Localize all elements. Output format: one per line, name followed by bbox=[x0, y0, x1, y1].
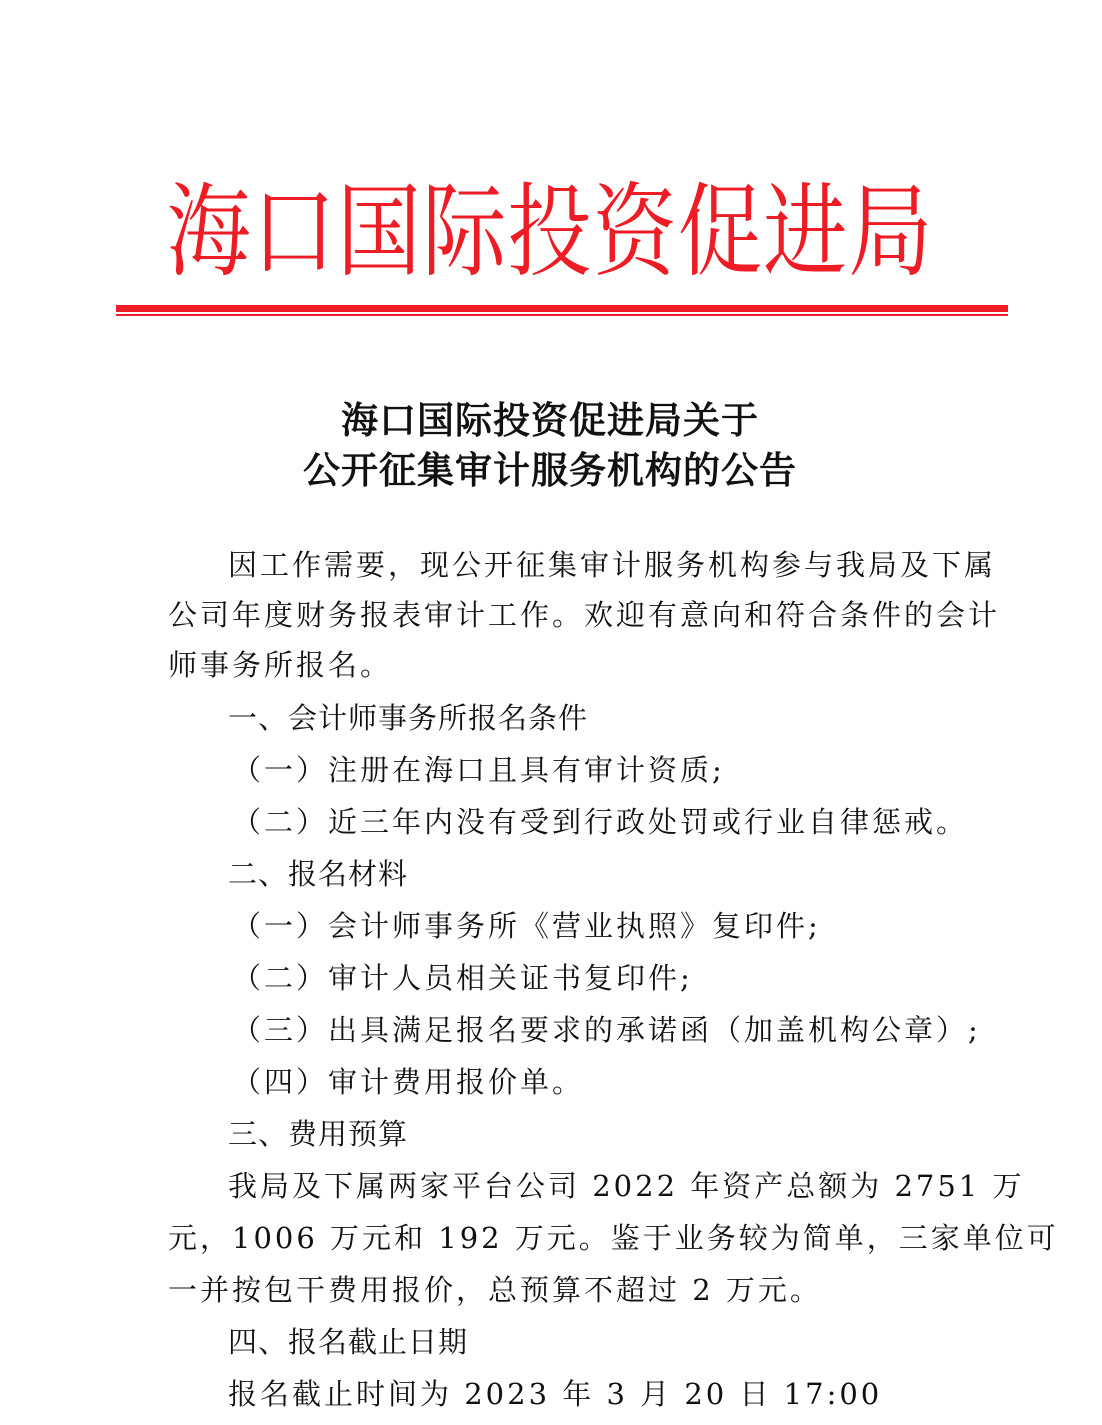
section-heading-budget: 三、费用预算 bbox=[228, 1117, 409, 1151]
list-item: （二）审计人员相关证书复印件; bbox=[232, 961, 693, 995]
section-heading-materials: 二、报名材料 bbox=[228, 857, 409, 891]
deadline-paragraph-line: 报名截止时间为 2023 年 3 月 20 日 17:00 bbox=[228, 1377, 883, 1411]
intro-paragraph-line: 公司年度财务报表审计工作。欢迎有意向和符合条件的会计 bbox=[168, 598, 1001, 632]
list-item: （二）近三年内没有受到行政处罚或行业自律惩戒。 bbox=[232, 805, 969, 839]
intro-paragraph-line: 师事务所报名。 bbox=[168, 648, 393, 682]
masthead-red-rule-thin bbox=[116, 314, 1008, 316]
section-heading-deadline: 四、报名截止日期 bbox=[228, 1325, 469, 1359]
list-item: （一）会计师事务所《营业执照》复印件; bbox=[232, 909, 821, 943]
list-item: （三）出具满足报名要求的承诺函（加盖机构公章）; bbox=[232, 1013, 981, 1047]
masthead-org-name: 海口国际投资促进局 bbox=[166, 174, 934, 292]
document-title-line-1: 海口国际投资促进局关于 bbox=[341, 398, 759, 442]
section-heading-requirements: 一、会计师事务所报名条件 bbox=[228, 701, 589, 735]
budget-paragraph-line: 元，1006 万元和 192 万元。鉴于业务较为简单，三家单位可 bbox=[168, 1221, 1059, 1255]
intro-paragraph-line: 因工作需要，现公开征集审计服务机构参与我局及下属 bbox=[228, 548, 997, 582]
masthead-red-rule-thick bbox=[116, 305, 1008, 312]
budget-paragraph-line: 一并按包干费用报价，总预算不超过 2 万元。 bbox=[168, 1273, 822, 1307]
list-item: （四）审计费用报价单。 bbox=[232, 1065, 585, 1099]
budget-paragraph-line: 我局及下属两家平台公司 2022 年资产总额为 2751 万 bbox=[228, 1169, 1025, 1203]
document-title-line-2: 公开征集审计服务机构的公告 bbox=[303, 448, 797, 492]
list-item: （一）注册在海口且具有审计资质; bbox=[232, 753, 725, 787]
